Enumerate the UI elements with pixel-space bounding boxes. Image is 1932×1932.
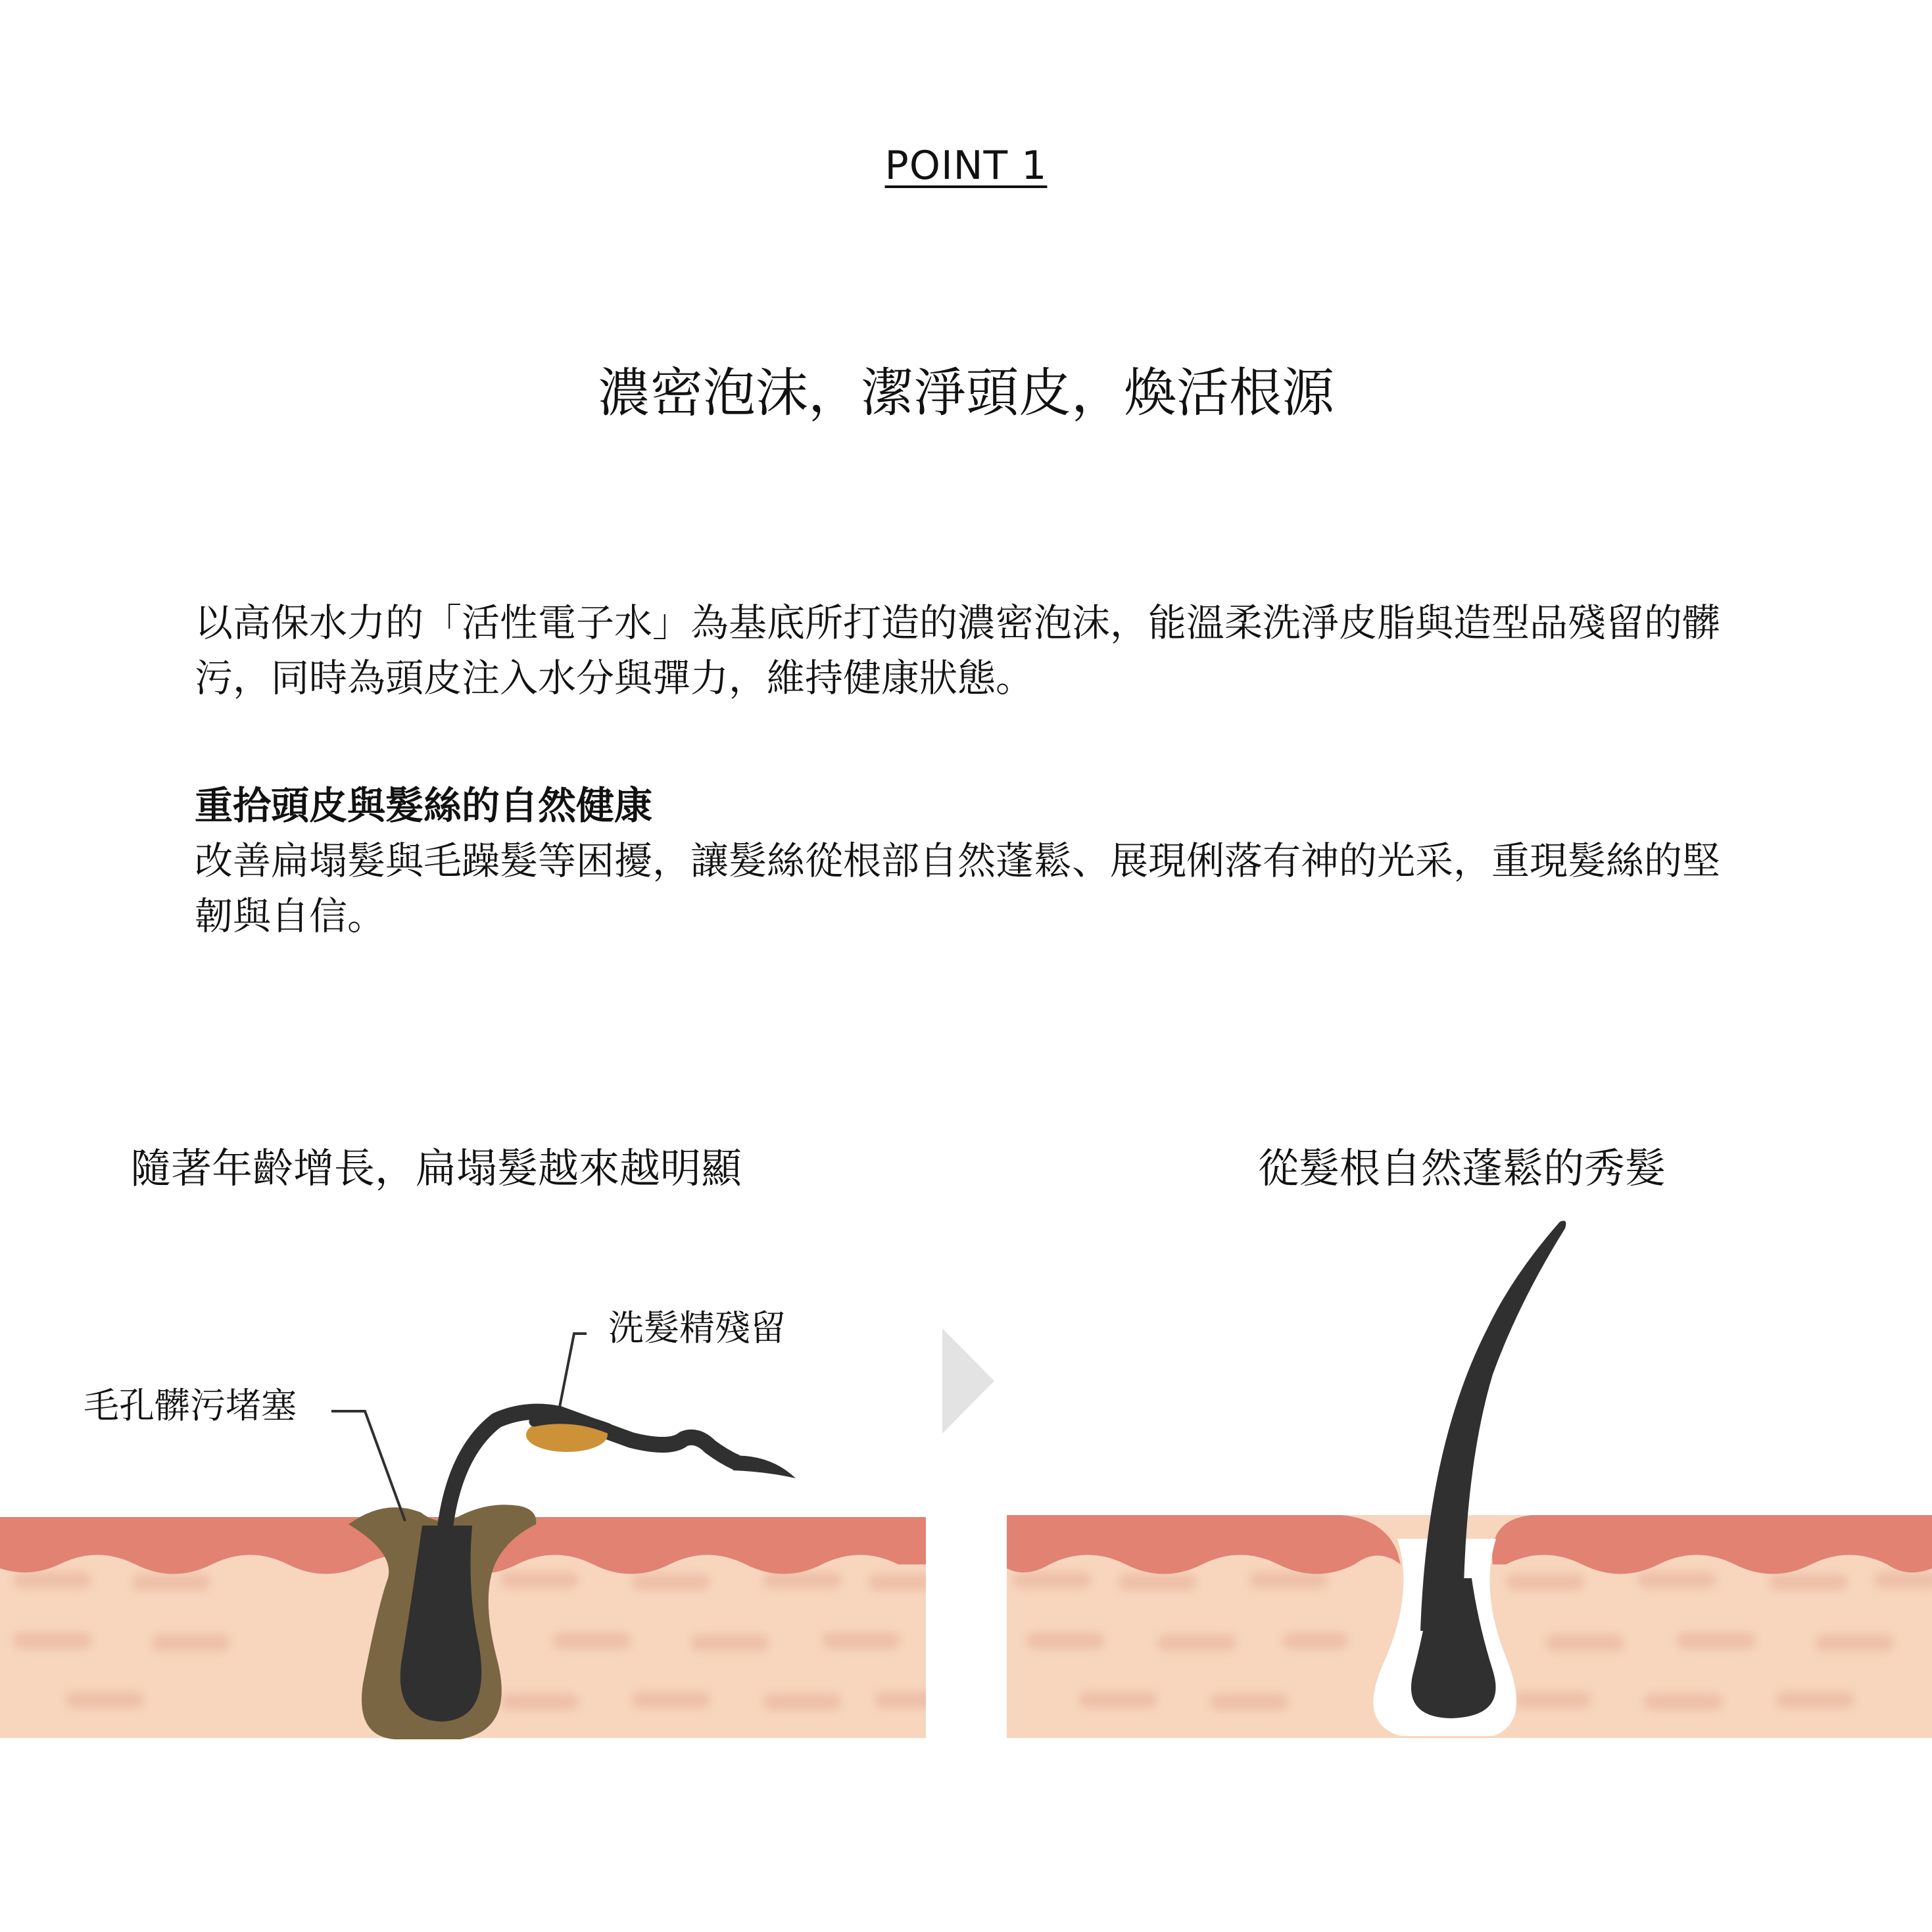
healthy-scalp-panel bbox=[1007, 1220, 1932, 1738]
headline: 濃密泡沫，潔淨頭皮，煥活根源 bbox=[598, 362, 1334, 423]
pore-callout: 毛孔髒污堵塞 bbox=[84, 1385, 297, 1426]
benefit-heading: 重拾頭皮與髮絲的自然健康 bbox=[195, 783, 653, 828]
pore-leader-line bbox=[331, 1411, 405, 1521]
benefit-text: 改善扁塌髮與毛躁髮等困擾，讓髮絲從根部自然蓬鬆、展現俐落有神的光采，重現髮絲的堅韌與自信。 bbox=[195, 838, 1721, 938]
intro-paragraph: 以高保水力的「活性電子水」為基底所打造的濃密泡沫，能溫柔洗淨皮脂與造型品殘留的髒污，同時為頭皮注入水分與彈力，維持健康狀態。 bbox=[195, 600, 1721, 700]
left-panel-title: 隨著年齡增長，扁塌髮越來越明顯 bbox=[130, 1144, 742, 1192]
hair-tip-left bbox=[730, 1456, 796, 1478]
point-label-text: POINT 1 bbox=[884, 143, 1048, 189]
chevron-right-icon bbox=[942, 1328, 994, 1434]
residue-callout: 洗髮精殘留 bbox=[608, 1307, 786, 1349]
right-panel-title: 從髮根自然蓬鬆的秀髮 bbox=[1258, 1144, 1666, 1192]
